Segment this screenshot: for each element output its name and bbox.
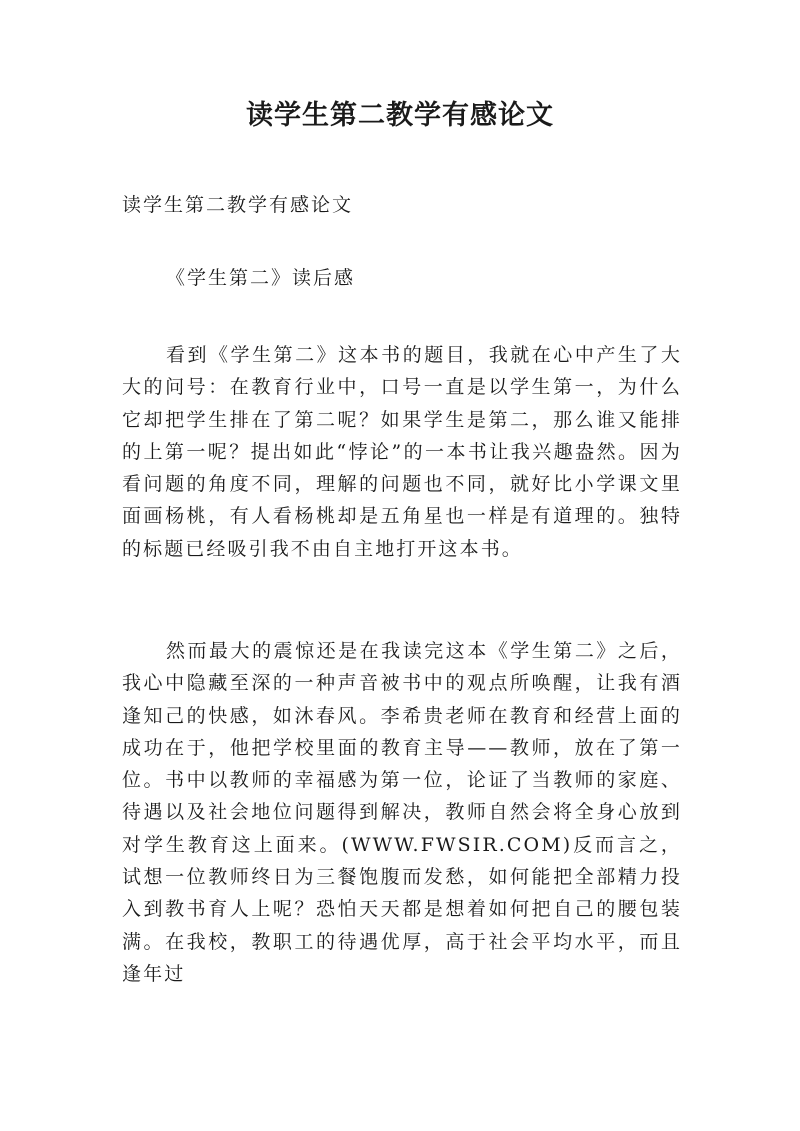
document-subheading: 读学生第二教学有感论文 [122,194,354,216]
body-paragraph: 然而最大的震惊还是在我读完这本《学生第二》之后，我心中隐藏至深的一种声音被书中的观点所唤醒，让我有酒逢知己的快感，如沐春风。李希贵老师在教育和经营上面的成功在于，他把学校里面的教育主导——教师，放在了第一位。书中以教师的幸福感为第一位，论证了当教师的家庭、待遇以及社会地位问题得到解决，教师自然会将全身心放到对学生教育这上面来。(WWW.FWSIR.COM)反而言之，试想一位教师终日为三餐饱腹而发愁，如何能把全部精力投入到教书育人上呢？恐怕天天都是想着如何把自己的腰包装满。在我校，教职工的待遇优厚，高于社会平均水平，而且逢年过 [122,640,682,985]
document-title: 读学生第二教学有感论文 [246,100,554,131]
body-paragraph: 看到《学生第二》这本书的题目，我就在心中产生了大大的问号：在教育行业中，口号一直是以学生第一，为什么它却把学生排在了第二呢？如果学生是第二，那么谁又能排的上第一呢？提出如此“悖论”的一本书让我兴趣盎然。因为看问题的角度不同，理解的问题也不同，就好比小学课文里面画杨桃，有人看杨桃却是五角星也一样是有道理的。独特的标题已经吸引我不由自主地打开这本书。 [122,344,682,560]
book-heading: 《学生第二》读后感 [166,267,356,289]
